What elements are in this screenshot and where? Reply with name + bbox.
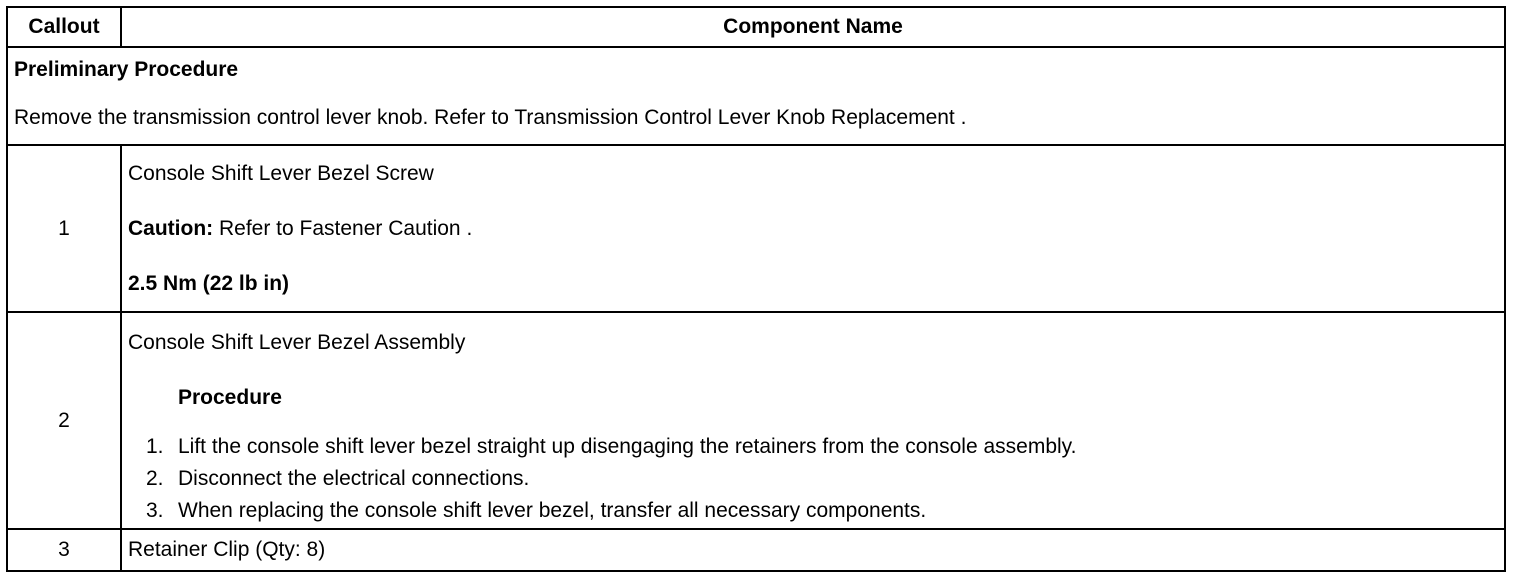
table-row [7, 312, 1505, 529]
component-name: Retainer Clip (Qty: 8) [128, 538, 326, 561]
component-cell [121, 529, 1505, 571]
list-item: 1. Lift the console shift lever bezel straight up disengaging the retainers from the console assembly. [146, 434, 1077, 458]
preliminary-text: Remove the transmission control lever knob. Refer to Transmission Control Lever Knob Replacement . [14, 106, 967, 129]
caution-text: Refer to Fastener Caution . [213, 217, 473, 240]
caution-label: Caution: [128, 217, 214, 240]
procedure-title: Procedure [178, 385, 282, 409]
callout-number: 3 [7, 529, 121, 571]
table-row [7, 529, 1505, 571]
preliminary-title: Preliminary Procedure [14, 58, 239, 81]
callout-header: Callout [7, 7, 121, 47]
component-name: Console Shift Lever Bezel Assembly [128, 330, 466, 354]
procedure-steps [128, 425, 1504, 527]
preliminary-cell [7, 47, 1505, 145]
list-item: 2. Disconnect the electrical connections. [146, 466, 530, 490]
component-name-header: Component Name [121, 7, 1505, 47]
caution-line [128, 201, 1504, 256]
callout-number: 2 [7, 312, 121, 529]
header-row [7, 7, 1505, 47]
component-name: Console Shift Lever Bezel Screw [128, 162, 434, 185]
list-item: 3. When replacing the console shift lever bezel, transfer all necessary components. [146, 498, 927, 522]
table-row [7, 145, 1505, 312]
component-cell [121, 145, 1505, 312]
component-table [6, 6, 1506, 572]
preliminary-row [7, 47, 1505, 145]
component-cell [121, 312, 1505, 529]
torque-spec: 2.5 Nm (22 lb in) [128, 272, 290, 295]
callout-number: 1 [7, 145, 121, 312]
